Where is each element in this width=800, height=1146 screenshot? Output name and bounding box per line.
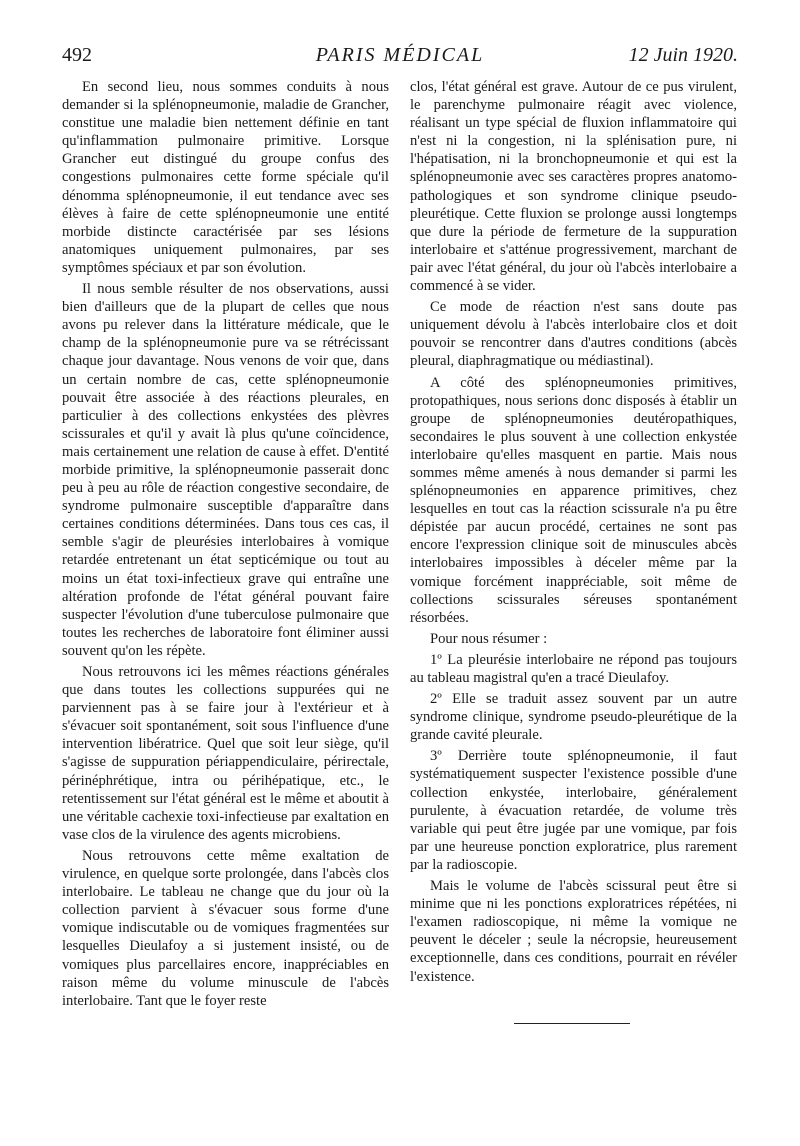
- paragraph: clos, l'état général est grave. Autour de ce pus virulent, le parenchyme pulmonaire réagit avec violence, réalisant un type spécial de fluxion inflammatoire qui n'est ni la congestion, ni la splénisation pure, ni l'hépatisation, ni la bronchopneumonie et qui est la splénopneumonie avec ses caractères propres anatomo-pathologiques et son syndrome clinique pseudo-pleurétique. Cette fluxion se prolonge aussi longtemps que dure la période de fermeture de la suppuration interlobaire et s'atténue progressivement, marchant de pair avec l'état général, du jour où l'abcès interlobaire a commencé à se vider.: [410, 79, 737, 295]
- paragraph: En second lieu, nous sommes conduits à nous demander si la splénopneumonie, maladie de Grancher, constitue une maladie bien nettement définie en tant qu'inflammation pulmonaire primitive. Lorsque Grancher eut distingué du groupe confus des congestions pulmonaires cette forme spéciale qu'il dénomma splénopneumonie, il eut tendance avec ses élèves à faire de cette splénopneumonie une entité morbide distincte caractérisée par ses lésions anatomiques uniquement pulmonaires, par ses symptômes spéciaux et par son évolution.: [62, 79, 389, 276]
- issue-date: 12 Juin 1920.: [628, 44, 738, 66]
- end-rule: [514, 1023, 630, 1024]
- numbered-paragraph: 1º La pleurésie interlobaire ne répond pas toujours au tableau magistral qu'en a tracé Dieulafoy.: [410, 651, 737, 686]
- paragraph: Nous retrouvons ici les mêmes réactions générales que dans toutes les collections suppurées qui ne parviennent pas à se faire jour à l'extérieur et à s'évacuer soit spontanément, soit sous l'influence d'une intervention libératrice. Quel que soit leur siège, qu'il s'agisse de suppuration périappendiculaire, périrectale, périnéphrétique, intra ou périhépatique, etc., le retentissement sur l'état général est le même et aboutit à une véritable cachexie toxi-infectieuse par exaltation en vase clos de la virulence des agents microbiens.: [62, 664, 389, 843]
- page-number: 492: [62, 44, 92, 66]
- journal-title: PARIS MÉDICAL: [315, 44, 485, 66]
- left-column: [62, 78, 389, 1013]
- paragraph: Ce mode de réaction n'est sans doute pas uniquement dévolu à l'abcès interlobaire clos et doit pouvoir se rencontrer dans d'autres conditions (abcès pleural, diaphragmatique ou médiastinal).: [410, 299, 737, 370]
- paragraph: A côté des splénopneumonies primitives, protopathiques, nous serions donc disposés à établir un groupe de splénopneumonies deutéropathiques, secondaires le plus souvent à une collection enkystée interlobaire qu'elles masquent en partie. Mais nous sommes même amenés à nous demander si parmi les splénopneumonies en apparence primitives, chez lesquelles en tout cas la réaction scissurale n'a pu être dépistée par aucun procédé, certaines ne sont pas encore l'expression clinique soit de minuscules abcès interlobaires impossibles à déceler même par la vomique forcément inappréciable, soit même de collections scissurales séreuses spontanément résorbées.: [410, 374, 737, 626]
- numbered-paragraph: 2º Elle se traduit assez souvent par un autre syndrome clinique, syndrome pseudo-pleurétique de la grande cavité pleurale.: [410, 691, 737, 744]
- page-header: [62, 44, 738, 74]
- right-column: [410, 78, 737, 989]
- paragraph: Il nous semble résulter de nos observations, aussi bien d'ailleurs que de la plupart de celles que nous avons pu relever dans la littérature médicale, que le champ de la splénopneumonie pure va se rétrécissant chaque jour davantage. Nous venons de voir que, dans un certain nombre de cas, cette splénopneumonie pouvait être associée à des réactions pleurales, en particulier à des collections enkystées des plèvres scissurales et qu'il y avait là plus qu'une coïncidence, mais certainement une relation de cause à effet. D'entité morbide primitive, la splénopneumonie passerait donc peu à peu au rôle de réaction congestive secondaire, de syndrome pulmonaire susceptible d'apparaître dans certaines conditions déterminées. Dans tous ces cas, il semble s'agir de pleurésies interlobaires à vomique retardée entretenant un état septicémique ou tout au moins un état toxi-infectieux grave qui entraîne une altération profonde de l'état général pouvant faire suspecter l'évolution d'une tuberculose pulmonaire que toutes les recherches de laboratoire font éliminer aussi souvent qu'on les répète.: [62, 281, 389, 659]
- paragraph: Nous retrouvons cette même exaltation de virulence, en quelque sorte prolongée, dans l'abcès clos interlobaire. Le tableau ne change que du jour où la collection parvient à s'évacuer sous forme d'une vomique indiscutable ou de vomiques fragmentées sur lesquelles Dieulafoy a si justement insisté, ou de vomiques plus parcellaires encore, inappréciables en raison même du volume minuscule de l'abcès interlobaire. Tant que le foyer reste: [62, 847, 389, 1009]
- paragraph: Pour nous résumer :: [430, 630, 548, 647]
- numbered-paragraph: 3º Derrière toute splénopneumonie, il faut systématiquement suspecter l'existence possible d'une collection enkystée, interlobaire, généralement purulente, à évacuation retardée, de volume très variable qui peut être jugée par une vomique, par fois par une heureuse ponction exploratrice, plus rarement par la radioscopie.: [410, 748, 737, 873]
- paragraph: Mais le volume de l'abcès scissural peut être si minime que ni les ponctions exploratrices répétées, ni l'examen radioscopique, ni même la vomique ne peuvent le déceler ; seule la nécropsie, heureusement exceptionnelle, dans ces conditions, pourrait en révéler l'existence.: [410, 878, 737, 985]
